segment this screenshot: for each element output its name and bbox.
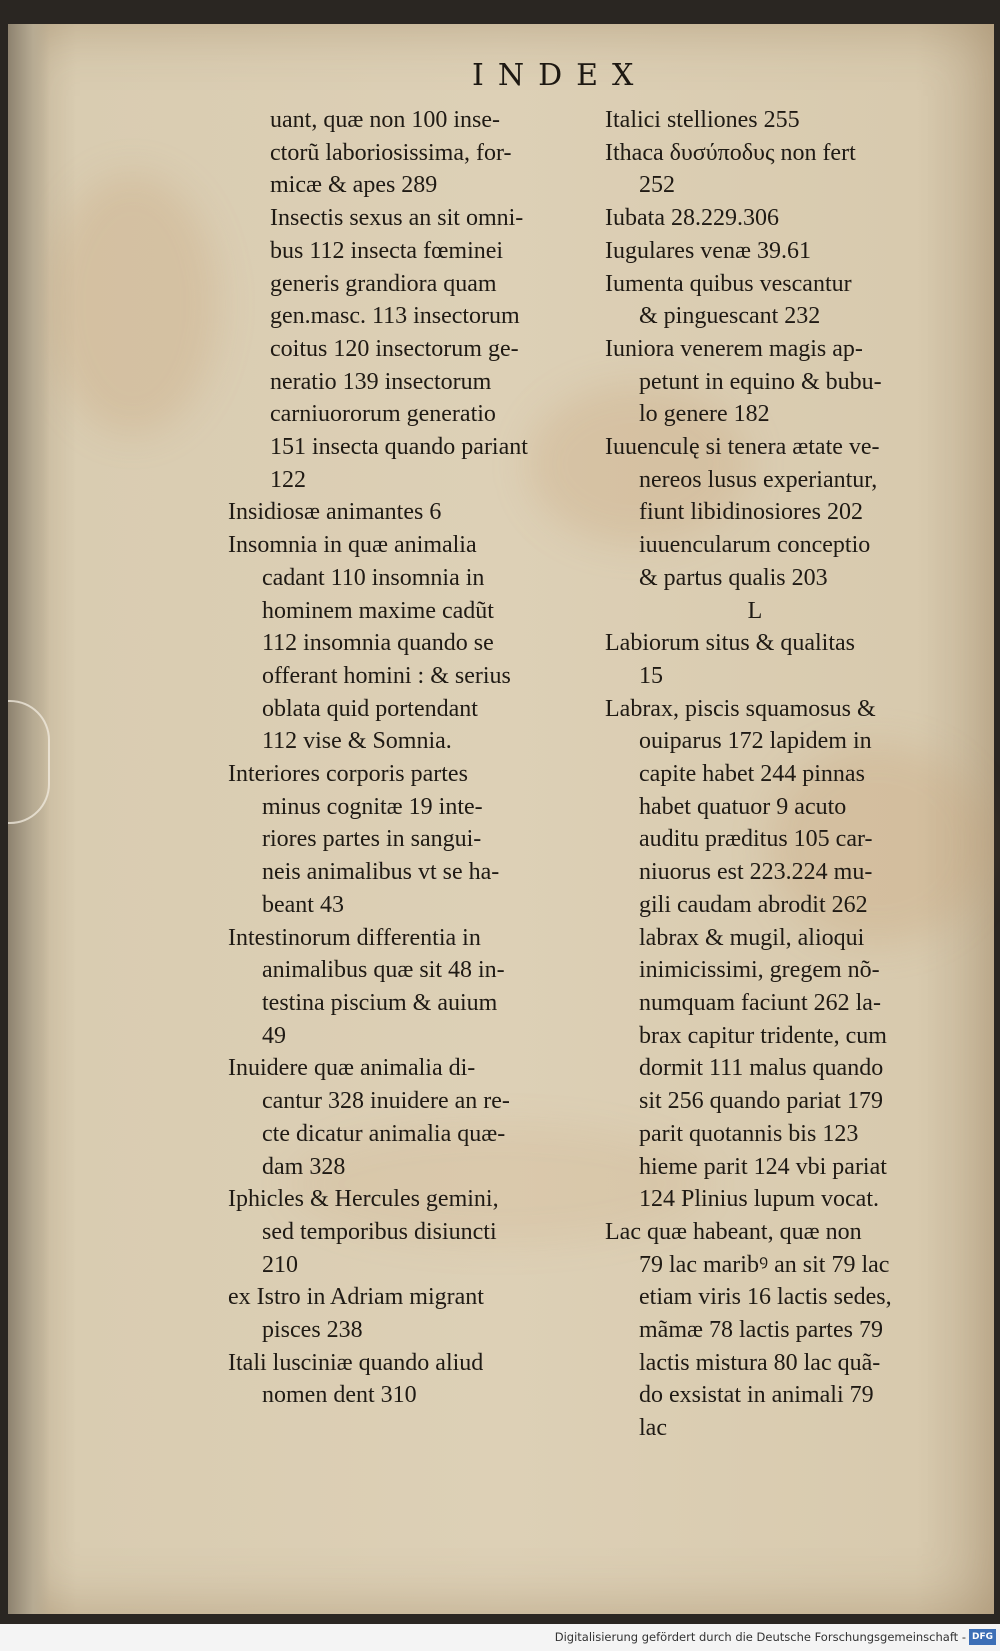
index-entry: Insidiosæ animantes 6: [228, 499, 442, 526]
index-entry: Iubata 28.229.306: [605, 205, 779, 232]
left-column: [228, 104, 594, 1412]
index-entry: Ithaca δυσύποδυς non fert 252: [605, 139, 856, 199]
index-entry: ex Istro in Adriam migrant pisces 238: [228, 1284, 484, 1344]
index-letter-heading: L: [747, 597, 763, 624]
dfg-logo[interactable]: DFG: [969, 1629, 996, 1645]
index-entry: Iuniora venerem magis ap- petunt in equino & bubu- lo genere 182: [605, 335, 882, 428]
page-header: INDEX: [472, 58, 648, 93]
index-entry: Labrax, piscis squamosus & ouiparus 172 lapidem in capite habet 244 pinnas habet quatuor 9 acuto auditu præditus 105 car- niuorus est 223.224 mu- gili caudam abrodit 262 labrax & mugil, alioqui inimicissimi, gregem nõ- numquam faciunt 262 la- brax capitur tridente, cum dormit 111 malus quando sit 256 quando pariat 179 parit quotannis bis 123 hieme parit 124 vbi pariat 124 Plinius lupum vocat.: [605, 695, 887, 1213]
index-entry: Iuuenculę si tenera ætate ve- nereos lusus experiantur, fiunt libidinosiores 202 iuuencularum conceptio & partus qualis 203: [605, 434, 880, 591]
index-entry: Iumenta quibus vescantur & pinguescant 232: [605, 270, 852, 330]
page-clip: [8, 700, 50, 824]
index-entry: Iugulares venæ 39.61: [605, 237, 811, 264]
index-entry: uant, quæ non 100 inse- ctorũ laboriosissima, for- micæ & apes 289 Insectis sexus an sit omni- bus 112 insecta fœminei generis grandiora quam gen.masc. 113 insectorum coitus 120 insectorum ge- neratio 139 insectorum carniuororum generatio 151 insecta quando pariant 122: [270, 107, 528, 493]
index-entry: Insomnia in quæ animalia cadant 110 insomnia in hominem maxime cadũt 112 insomnia quando se offerant homini : & serius oblata quid portendant 112 vise & Somnia.: [228, 532, 511, 755]
index-entry: Interiores corporis partes minus cognitæ 19 inte- riores partes in sangui- neis animalibus vt se ha- beant 43: [228, 761, 500, 918]
index-entry: Intestinorum differentia in animalibus quæ sit 48 in- testina piscium & auium 49: [228, 924, 505, 1049]
index-entry: Labiorum situs & qualitas 15: [605, 630, 855, 689]
right-column: [605, 104, 945, 1445]
stain: [48, 174, 218, 434]
index-entry: Iphicles & Hercules gemini, sed temporibus disiuncti 210: [228, 1186, 499, 1278]
footer-bar: [0, 1624, 1000, 1651]
index-entry: Italici stelliones 255: [605, 107, 800, 133]
footer-text: Digitalisierung gefördert durch die Deutsche Forschungsgemeinschaft -: [554, 1630, 966, 1644]
index-entry: Lac quæ habeant, quæ non 79 lac maribꝰ an sit 79 lac etiam viris 16 lactis sedes, mãmæ 78 lactis partes 79 lactis mistura 80 lac quã- do exsistat in animali 79 lac: [605, 1218, 892, 1442]
index-entry: Inuidere quæ animalia di- cantur 328 inuidere an re- cte dicatur animalia quæ- dam 328: [228, 1055, 510, 1180]
index-entry: Itali lusciniæ quando aliud nomen dent 310: [228, 1349, 484, 1409]
